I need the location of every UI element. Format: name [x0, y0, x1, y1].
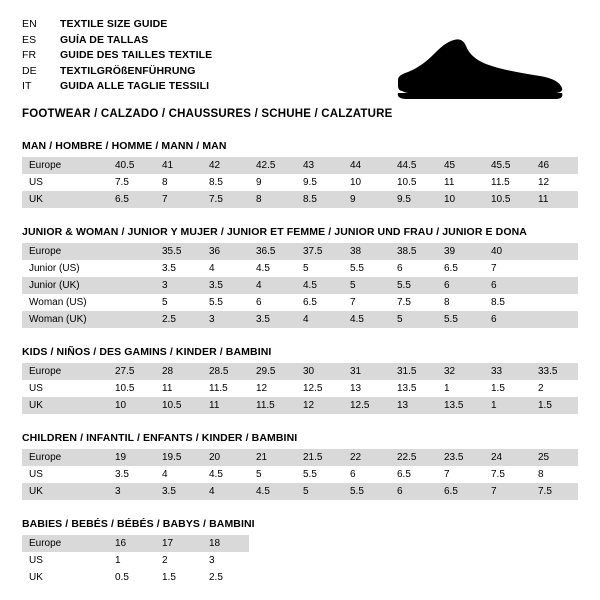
cell: 8	[437, 294, 484, 311]
language-title: TEXTILE SIZE GUIDE	[60, 18, 168, 30]
language-row	[22, 34, 212, 50]
cell: 22	[343, 449, 390, 466]
cell	[531, 294, 578, 311]
table-row	[22, 552, 249, 569]
row-label: Europe	[22, 243, 108, 260]
cell: 3.5	[155, 483, 202, 500]
cell: 9	[249, 174, 296, 191]
cell: 28.5	[202, 363, 249, 380]
table-row	[22, 277, 578, 294]
cell: 3.5	[249, 311, 296, 328]
cell: 6.5	[390, 466, 437, 483]
cell: 7.5	[202, 191, 249, 208]
cell: 4	[202, 483, 249, 500]
table-row	[22, 174, 578, 191]
cell: 29.5	[249, 363, 296, 380]
table-row	[22, 535, 249, 552]
cell: 5.5	[343, 260, 390, 277]
cell: 5.5	[202, 294, 249, 311]
cell: 10.5	[108, 380, 155, 397]
cell: 5	[343, 277, 390, 294]
cell: 9	[343, 191, 390, 208]
cell: 12	[249, 380, 296, 397]
cell: 43	[296, 157, 343, 174]
cell: 11.5	[202, 380, 249, 397]
cell: 4	[249, 277, 296, 294]
cell: 5	[155, 294, 202, 311]
table-row	[22, 243, 578, 260]
cell: 13	[343, 380, 390, 397]
cell: 19	[108, 449, 155, 466]
cell: 24	[484, 449, 531, 466]
cell: 3.5	[202, 277, 249, 294]
cell: 8	[155, 174, 202, 191]
table-row	[22, 191, 578, 208]
cell: 21	[249, 449, 296, 466]
cell: 8	[249, 191, 296, 208]
cell: 20	[202, 449, 249, 466]
cell: 35.5	[155, 243, 202, 260]
cell: 4.5	[202, 466, 249, 483]
cell	[108, 243, 155, 260]
cell: 27.5	[108, 363, 155, 380]
cell: 38.5	[390, 243, 437, 260]
size-table-babies	[22, 535, 249, 586]
cell: 42	[202, 157, 249, 174]
language-code: EN	[22, 18, 37, 30]
row-label: US	[22, 466, 108, 483]
cell: 12	[296, 397, 343, 414]
cell	[108, 260, 155, 277]
cell: 36	[202, 243, 249, 260]
section-man	[22, 140, 578, 208]
section-title: JUNIOR & WOMAN / JUNIOR Y MUJER / JUNIOR ET FEMME / JUNIOR UND FRAU / JUNIOR E DONA	[22, 226, 527, 238]
row-label: US	[22, 380, 108, 397]
cell: 7	[343, 294, 390, 311]
header	[22, 18, 578, 120]
cell: 5	[249, 466, 296, 483]
cell: 6.5	[437, 483, 484, 500]
cell: 33	[484, 363, 531, 380]
cell: 4.5	[296, 277, 343, 294]
cell: 11	[155, 380, 202, 397]
cell: 11	[437, 174, 484, 191]
cell: 1.5	[155, 569, 202, 586]
cell: 6	[484, 311, 531, 328]
cell: 6	[437, 277, 484, 294]
cell: 9.5	[296, 174, 343, 191]
cell	[108, 294, 155, 311]
cell: 11	[202, 397, 249, 414]
row-label: US	[22, 552, 108, 569]
cell: 6.5	[108, 191, 155, 208]
cell: 32	[437, 363, 484, 380]
cell: 13.5	[390, 380, 437, 397]
cell: 8	[531, 466, 578, 483]
cell: 10.5	[484, 191, 531, 208]
cell: 5	[296, 260, 343, 277]
table-row	[22, 157, 578, 174]
language-title: TEXTILGRÖßENFÜHRUNG	[60, 64, 196, 77]
cell: 40	[484, 243, 531, 260]
cell	[531, 277, 578, 294]
cell: 6.5	[437, 260, 484, 277]
cell: 8.5	[484, 294, 531, 311]
cell: 36.5	[249, 243, 296, 260]
table-row	[22, 397, 578, 414]
section-title: CHILDREN / INFANTIL / ENFANTS / KINDER / BAMBINI	[22, 432, 298, 444]
language-title: GUIDA ALLE TAGLIE TESSILI	[60, 80, 210, 92]
language-code: FR	[22, 49, 37, 61]
cell: 17	[155, 535, 202, 552]
language-title: GUÍA DE TALLAS	[60, 33, 149, 46]
table-row	[22, 311, 578, 328]
cell: 37.5	[296, 243, 343, 260]
cell: 7.5	[531, 483, 578, 500]
table-row	[22, 449, 578, 466]
table-row	[22, 294, 578, 311]
table-row	[22, 569, 249, 586]
row-label: UK	[22, 191, 108, 208]
cell: 6	[249, 294, 296, 311]
section-children	[22, 432, 578, 500]
cell: 2	[155, 552, 202, 569]
cell: 31.5	[390, 363, 437, 380]
cell: 22.5	[390, 449, 437, 466]
cell: 1.5	[531, 397, 578, 414]
language-title: GUIDE DES TAILLES TEXTILE	[60, 49, 213, 61]
row-label: Woman (US)	[22, 294, 108, 311]
section-babies	[22, 518, 578, 586]
language-code: ES	[22, 33, 37, 46]
cell: 8.5	[296, 191, 343, 208]
size-table-junior-woman	[22, 243, 578, 328]
cell: 21.5	[296, 449, 343, 466]
cell: 3	[155, 277, 202, 294]
cell: 7	[437, 466, 484, 483]
language-row	[22, 18, 212, 34]
table-row	[22, 483, 578, 500]
cell: 28	[155, 363, 202, 380]
cell: 3	[108, 483, 155, 500]
cell: 11.5	[249, 397, 296, 414]
row-label: UK	[22, 483, 108, 500]
cell: 18	[202, 535, 249, 552]
row-label: UK	[22, 397, 108, 414]
cell: 3	[202, 311, 249, 328]
category-line: FOOTWEAR / CALZADO / CHAUSSURES / SCHUHE / CALZATURE	[22, 107, 393, 120]
cell: 10	[108, 397, 155, 414]
cell: 6	[390, 260, 437, 277]
language-title-table	[22, 18, 212, 96]
cell: 5	[296, 483, 343, 500]
table-row	[22, 363, 578, 380]
cell: 13.5	[437, 397, 484, 414]
language-code: DE	[22, 64, 37, 77]
table-row	[22, 380, 578, 397]
cell: 41	[155, 157, 202, 174]
cell: 0.5	[108, 569, 155, 586]
section-junior-woman	[22, 226, 578, 328]
cell: 12.5	[296, 380, 343, 397]
cell: 7.5	[484, 466, 531, 483]
language-code: IT	[22, 80, 32, 92]
cell	[108, 277, 155, 294]
cell: 7	[484, 483, 531, 500]
size-table-children	[22, 449, 578, 500]
cell: 5.5	[437, 311, 484, 328]
cell: 12	[531, 174, 578, 191]
cell: 45.5	[484, 157, 531, 174]
row-label: US	[22, 174, 108, 191]
cell: 10.5	[155, 397, 202, 414]
cell: 3	[202, 552, 249, 569]
cell	[108, 311, 155, 328]
row-label: Europe	[22, 363, 108, 380]
cell: 16	[108, 535, 155, 552]
table-row	[22, 260, 578, 277]
cell: 38	[343, 243, 390, 260]
size-table-man	[22, 157, 578, 208]
language-row	[22, 49, 212, 65]
cell: 44	[343, 157, 390, 174]
cell: 9.5	[390, 191, 437, 208]
cell: 40.5	[108, 157, 155, 174]
cell: 46	[531, 157, 578, 174]
cell: 5	[390, 311, 437, 328]
cell: 1	[437, 380, 484, 397]
cell: 1.5	[484, 380, 531, 397]
cell: 4.5	[343, 311, 390, 328]
cell: 7.5	[108, 174, 155, 191]
cell: 6.5	[296, 294, 343, 311]
row-label: Junior (US)	[22, 260, 108, 277]
row-label: Woman (UK)	[22, 311, 108, 328]
cell: 4.5	[249, 483, 296, 500]
size-table-kids	[22, 363, 578, 414]
cell: 42.5	[249, 157, 296, 174]
cell: 7	[484, 260, 531, 277]
cell: 19.5	[155, 449, 202, 466]
section-kids	[22, 346, 578, 414]
language-row	[22, 80, 212, 96]
cell: 5.5	[343, 483, 390, 500]
cell: 5.5	[390, 277, 437, 294]
cell: 6	[390, 483, 437, 500]
cell: 1	[484, 397, 531, 414]
row-label: Europe	[22, 535, 108, 552]
row-label: UK	[22, 569, 108, 586]
cell: 23.5	[437, 449, 484, 466]
cell: 39	[437, 243, 484, 260]
cell: 2.5	[202, 569, 249, 586]
cell: 10	[437, 191, 484, 208]
cell: 1	[108, 552, 155, 569]
cell: 11	[531, 191, 578, 208]
cell: 4.5	[249, 260, 296, 277]
cell: 31	[343, 363, 390, 380]
table-row	[22, 466, 578, 483]
cell: 44.5	[390, 157, 437, 174]
cell: 3.5	[108, 466, 155, 483]
section-title: KIDS / NIÑOS / DES GAMINS / KINDER / BAMBINI	[22, 346, 272, 358]
section-title: BABIES / BEBÉS / BÉBÉS / BABYS / BAMBINI	[22, 518, 255, 530]
cell	[531, 260, 578, 277]
cell: 10.5	[390, 174, 437, 191]
row-label: Junior (UK)	[22, 277, 108, 294]
cell: 10	[343, 174, 390, 191]
cell: 4	[155, 466, 202, 483]
cell: 45	[437, 157, 484, 174]
cell: 4	[202, 260, 249, 277]
cell: 11.5	[484, 174, 531, 191]
cell: 5.5	[296, 466, 343, 483]
cell: 8.5	[202, 174, 249, 191]
cell: 12.5	[343, 397, 390, 414]
cell: 33.5	[531, 363, 578, 380]
cell: 30	[296, 363, 343, 380]
cell: 4	[296, 311, 343, 328]
cell: 13	[390, 397, 437, 414]
cell: 2	[531, 380, 578, 397]
cell: 6	[343, 466, 390, 483]
cell: 7	[155, 191, 202, 208]
cell: 6	[484, 277, 531, 294]
row-label: Europe	[22, 157, 108, 174]
cell: 25	[531, 449, 578, 466]
dress-shoe-icon	[390, 36, 570, 104]
cell	[531, 311, 578, 328]
section-title: MAN / HOMBRE / HOMME / MANN / MAN	[22, 140, 227, 152]
row-label: Europe	[22, 449, 108, 466]
cell: 3.5	[155, 260, 202, 277]
cell	[531, 243, 578, 260]
cell: 2.5	[155, 311, 202, 328]
language-row	[22, 65, 212, 81]
cell: 7.5	[390, 294, 437, 311]
